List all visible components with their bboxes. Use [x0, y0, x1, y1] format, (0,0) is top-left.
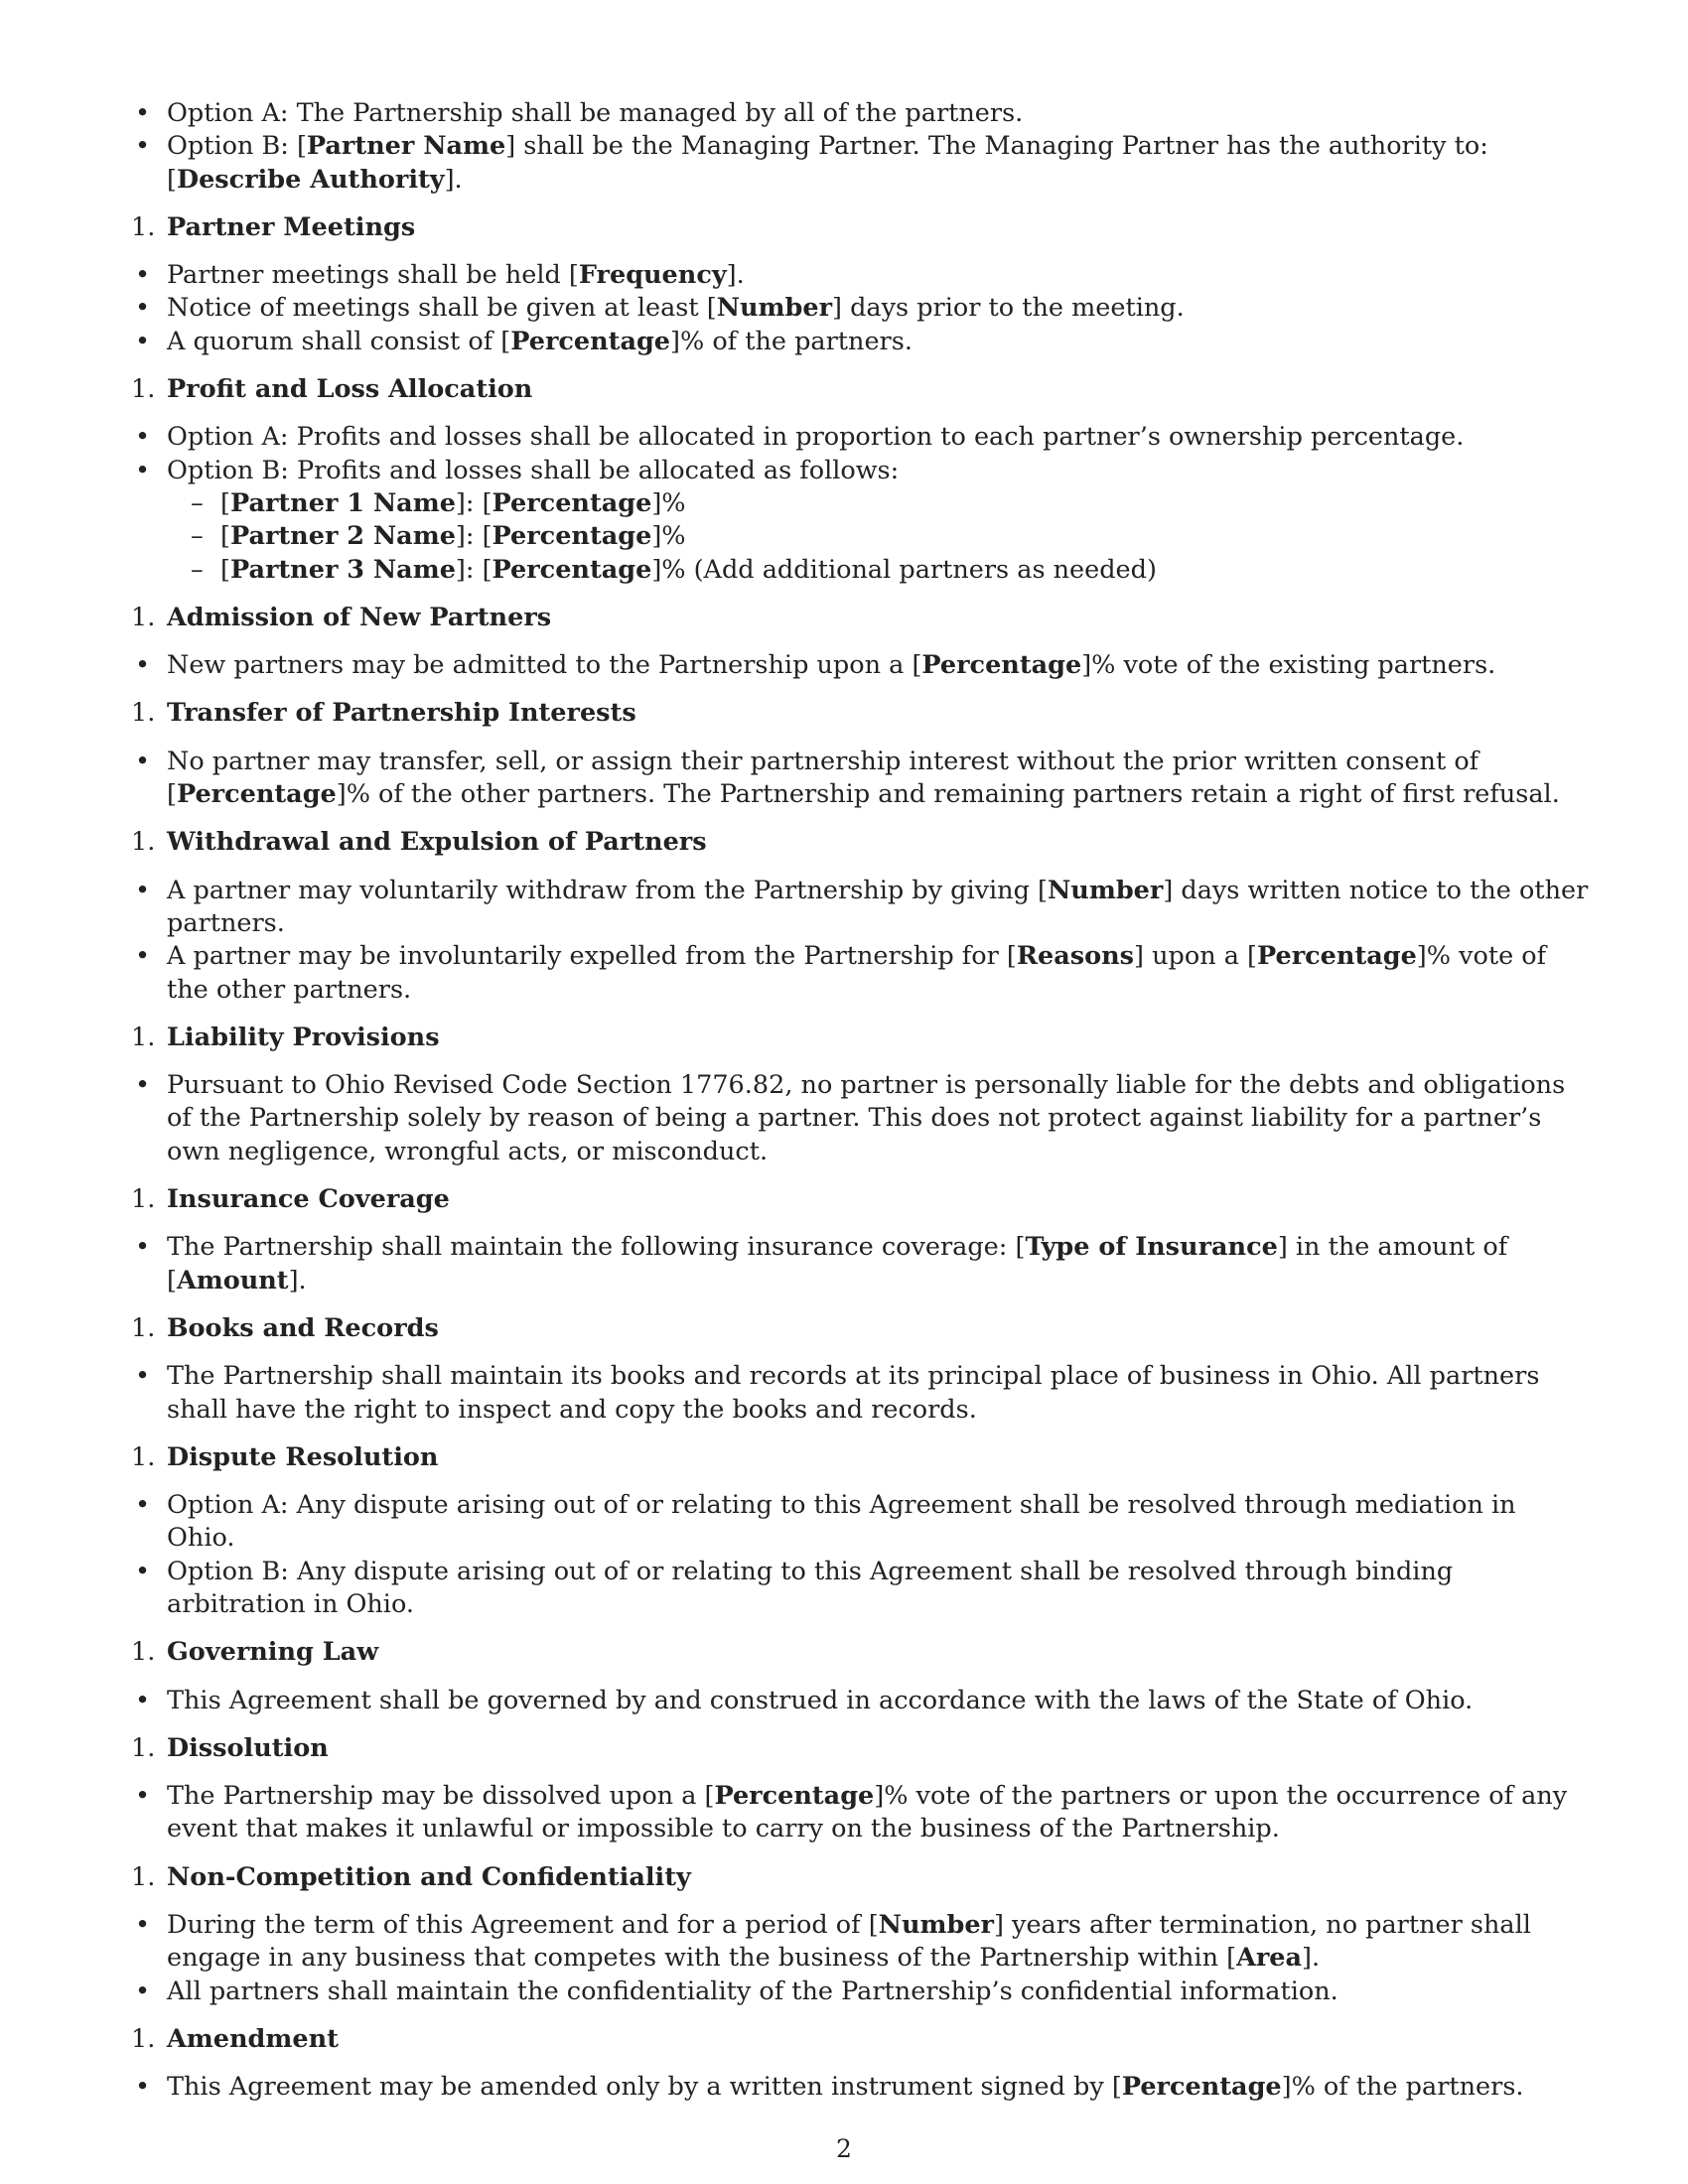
placeholder-field: Percentage — [1121, 2072, 1282, 2103]
section-heading — [129, 1312, 1589, 1345]
placeholder-field: Percentage — [492, 554, 652, 585]
section-heading — [129, 1183, 1589, 1216]
list-item: • All partners shall maintain the confidentiality of the Partnership’s confidential information. — [129, 1976, 1589, 2008]
list-item: • New partners may be admitted to the Partnership upon a [Percentage]% vote of the existing partners. — [129, 649, 1589, 682]
section-number: 1. — [131, 374, 156, 405]
placeholder-field: Partner 1 Name — [229, 487, 456, 518]
section-title: Books and Records — [167, 1312, 439, 1343]
section-heading — [129, 211, 1589, 244]
list-item: • No partner may transfer, sell, or assign their partnership interest without the prior written consent of [Percentage]% of the other partners. The Partnership and remaining partners retain a right of first refusal. — [129, 746, 1589, 812]
section-number: 1. — [131, 1637, 156, 1668]
placeholder-field: Reasons — [1016, 941, 1135, 972]
section-list — [129, 1231, 1589, 1297]
section-list — [129, 746, 1589, 812]
page-number: 2 — [836, 2134, 852, 2163]
section-list — [129, 259, 1589, 358]
section-heading — [129, 1441, 1589, 1474]
section-heading — [129, 1022, 1589, 1054]
sub-list-item: – [Partner 1 Name]: [Percentage]% — [191, 487, 1589, 520]
section-list — [129, 1909, 1589, 2008]
list-item: • The Partnership shall maintain the following insurance coverage: [Type of Insurance] in the amount of [Amount]. — [129, 1231, 1589, 1297]
placeholder-field: Partner 2 Name — [229, 521, 456, 552]
section-number: 1. — [131, 602, 156, 632]
section-number: 1. — [131, 2023, 156, 2054]
section-title: Transfer of Partnership Interests — [167, 698, 636, 729]
placeholder-field: Frequency — [578, 260, 727, 291]
list-item: • A partner may be involuntarily expelled from the Partnership for [Reasons] upon a [Percentage]% vote of the other partners. — [129, 940, 1589, 1007]
section-title: Insurance Coverage — [167, 1184, 450, 1215]
placeholder-field: Percentage — [492, 487, 652, 518]
section-heading — [129, 826, 1589, 859]
placeholder-field: Describe Authority — [176, 164, 445, 195]
sub-list-item: – [Partner 2 Name]: [Percentage]% — [191, 520, 1589, 553]
placeholder-field: Percentage — [1257, 941, 1417, 972]
section-list — [129, 1685, 1589, 1717]
list-item: • Option B: [Partner Name] shall be the Managing Partner. The Managing Partner has the authority to: [Describe Authority]. — [129, 130, 1589, 197]
section-title: Dissolution — [167, 1732, 329, 1763]
section-title: Withdrawal and Expulsion of Partners — [167, 827, 707, 858]
section-title: Partner Meetings — [167, 211, 416, 242]
section-heading — [129, 697, 1589, 730]
section-number: 1. — [131, 1441, 156, 1472]
placeholder-field: Area — [1236, 1943, 1303, 1974]
list-item: • Option B: Profits and losses shall be allocated as follows: – [Partner 1 Name]: [Percentage]% – [Partner 2 Name]: [Percentage]% – [Partner 3 Name]: [Percentage]% (Add additional partners as needed) — [129, 455, 1589, 587]
placeholder-field: Percentage — [921, 650, 1082, 681]
section-list — [129, 1489, 1589, 1621]
placeholder-field: Percentage — [176, 779, 337, 810]
section-number: 1. — [131, 1312, 156, 1343]
list-item: • The Partnership may be dissolved upon a [Percentage]% vote of the partners or upon the occurrence of any event that makes it unlawful or impossible to carry on the business of the Partnership. — [129, 1780, 1589, 1846]
section-heading — [129, 1732, 1589, 1765]
section-title: Non-Competition and Confidentiality — [167, 1861, 691, 1892]
list-item: • Notice of meetings shall be given at least [Number] days prior to the meeting. — [129, 292, 1589, 325]
list-item: • A partner may voluntarily withdraw from the Partnership by giving [Number] days written notice to the other partners. — [129, 875, 1589, 941]
list-item: • During the term of this Agreement and for a period of [Number] years after termination, no partner shall engage in any business that competes with the business of the Partnership within [Area]. — [129, 1909, 1589, 1976]
list-item: • The Partnership shall maintain its books and records at its principal place of business in Ohio. All partners shall have the right to inspect and copy the books and records. — [129, 1360, 1589, 1427]
section-heading — [129, 1636, 1589, 1669]
list-item: • Pursuant to Ohio Revised Code Section 1776.82, no partner is personally liable for the debts and obligations of the Partnership solely by reason of being a partner. This does not protect against liability for a partner’s own negligence, wrongful acts, or misconduct. — [129, 1069, 1589, 1168]
placeholder-field: Number — [878, 1910, 994, 1941]
section-number: 1. — [131, 1861, 156, 1892]
section-title: Governing Law — [167, 1637, 379, 1668]
section-list — [129, 1069, 1589, 1168]
section-title: Profit and Loss Allocation — [167, 374, 533, 405]
section-number: 1. — [131, 698, 156, 729]
list-item: • Option A: Profits and losses shall be allocated in proportion to each partner’s ownership percentage. — [129, 421, 1589, 454]
section-number: 1. — [131, 827, 156, 858]
placeholder-field: Percentage — [714, 1781, 875, 1812]
section-heading — [129, 2023, 1589, 2056]
section-list — [129, 649, 1589, 682]
placeholder-field: Type of Insurance — [1025, 1232, 1278, 1263]
section-title: Liability Provisions — [167, 1022, 440, 1052]
section-number: 1. — [131, 211, 156, 242]
section-list — [129, 875, 1589, 1007]
list-item: • Option B: Any dispute arising out of or relating to this Agreement shall be resolved through binding arbitration in Ohio. — [129, 1556, 1589, 1622]
section-list — [129, 1780, 1589, 1846]
section-number: 1. — [131, 1184, 156, 1215]
section-list — [129, 421, 1589, 586]
section-title: Amendment — [167, 2023, 339, 2054]
section-heading — [129, 602, 1589, 634]
list-item: • Option A: The Partnership shall be managed by all of the partners. — [129, 97, 1589, 130]
sub-list — [167, 487, 1589, 587]
management-options-list — [129, 97, 1589, 197]
sub-list-item: – [Partner 3 Name]: [Percentage]% (Add additional partners as needed) — [191, 554, 1589, 587]
placeholder-field: Partner Name — [306, 131, 506, 162]
section-heading — [129, 373, 1589, 406]
section-list — [129, 2071, 1589, 2104]
placeholder-field: Percentage — [510, 326, 671, 356]
section-heading — [129, 1861, 1589, 1894]
section-number: 1. — [131, 1732, 156, 1763]
section-number: 1. — [131, 1022, 156, 1052]
placeholder-field: Number — [716, 293, 833, 324]
list-item: • This Agreement may be amended only by a written instrument signed by [Percentage]% of the partners. — [129, 2071, 1589, 2104]
placeholder-field: Amount — [176, 1265, 289, 1296]
placeholder-field: Number — [1047, 875, 1164, 905]
list-item: • A quorum shall consist of [Percentage]% of the partners. — [129, 326, 1589, 358]
list-item: • Partner meetings shall be held [Frequency]. — [129, 259, 1589, 292]
placeholder-field: Partner 3 Name — [229, 554, 456, 585]
section-title: Admission of New Partners — [167, 602, 552, 632]
document-body — [129, 97, 1589, 2105]
placeholder-field: Percentage — [492, 521, 652, 552]
list-item: • This Agreement shall be governed by and construed in accordance with the laws of the State of Ohio. — [129, 1685, 1589, 1717]
section-list — [129, 1360, 1589, 1427]
list-item: • Option A: Any dispute arising out of or relating to this Agreement shall be resolved through mediation in Ohio. — [129, 1489, 1589, 1556]
section-title: Dispute Resolution — [167, 1441, 439, 1472]
